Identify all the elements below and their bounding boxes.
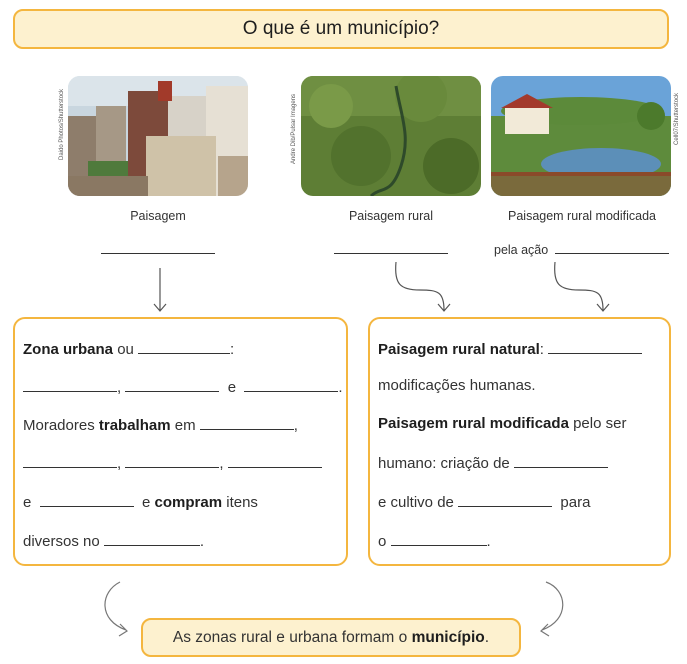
answer-line-2 [334, 253, 448, 254]
rural-line-6: o . [378, 533, 491, 550]
rural-line-1: Paisagem rural natural: [378, 339, 642, 358]
urban-line-2: , e . [23, 377, 343, 396]
curved-arrow-right-icon [536, 580, 586, 640]
city-photo [68, 76, 248, 196]
rural-line-3: Paisagem rural modificada pelo ser [378, 415, 627, 432]
page-title-box [13, 9, 669, 49]
answer-line-3 [555, 253, 669, 254]
photo-credit-2: Andre Dib/Pulsar Imagens [291, 93, 297, 164]
conclusion-box [141, 618, 521, 657]
urban-line-5: e e compram itens [23, 494, 258, 511]
page-title: O que é um município? [242, 18, 440, 39]
answer-line-1 [101, 253, 215, 254]
urban-line-6: diversos no . [23, 533, 205, 550]
curved-arrow-icon [549, 262, 613, 314]
urban-line-1: Zona urbana ou : [23, 341, 235, 358]
photo-caption-3-line2: pela ação [494, 243, 549, 257]
conclusion-text: As zonas rural e urbana formam o município. [172, 628, 490, 646]
urban-line-3: Moradores trabalham em , [23, 417, 298, 434]
rural-line-5: e cultivo de para [378, 494, 591, 511]
forest-photo [301, 76, 481, 196]
rural-line-4: humano: criação de [378, 453, 608, 472]
photo-caption-3: Paisagem rural modificada [508, 209, 656, 223]
photo-caption-1: Paisagem [130, 209, 186, 223]
urban-line-4: , , [23, 453, 322, 472]
photo-credit-3: Cell07/Shutterstock [674, 92, 680, 145]
photo-credit-1: Daido Photos/Shutterstock [59, 88, 65, 160]
curved-arrow-left-icon [96, 580, 146, 640]
farm-photo [491, 76, 671, 196]
rural-line-2: modificações humanas. [378, 377, 536, 394]
curved-arrow-icon [390, 262, 454, 314]
photo-caption-2: Paisagem rural [348, 209, 434, 223]
arrow-down-icon [150, 268, 170, 314]
